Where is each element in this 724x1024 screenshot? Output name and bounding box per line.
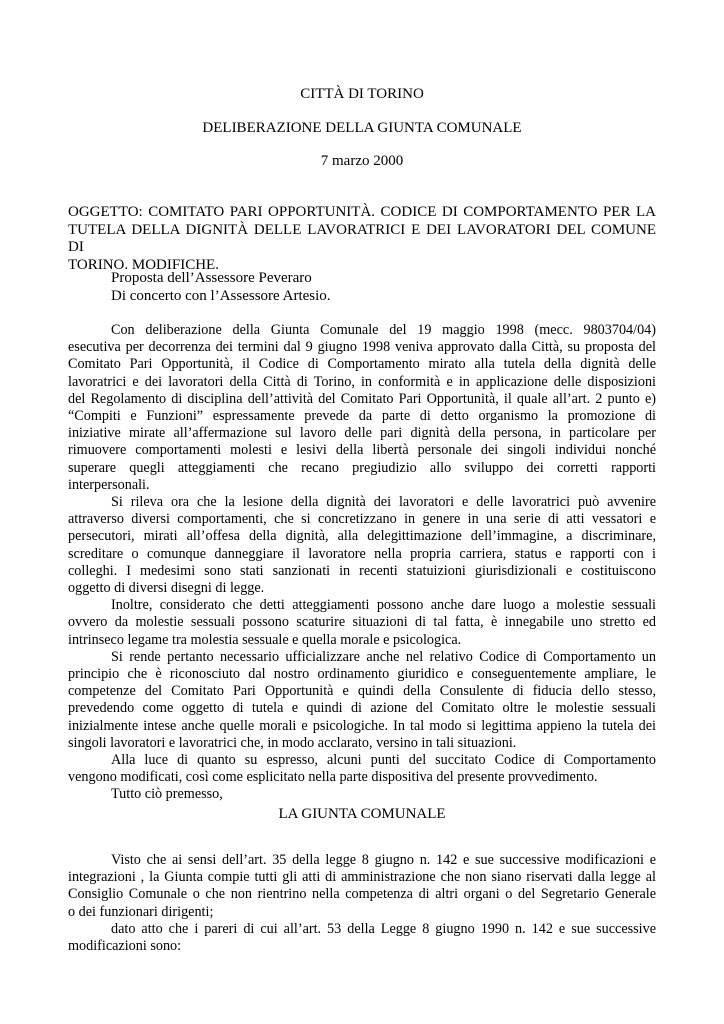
body-line: Tutto ciò premesso,: [111, 786, 223, 803]
subject-line: TORINO. MODIFICHE.: [68, 256, 219, 273]
city-heading: CITTÀ DI TORINO: [300, 86, 424, 102]
body-line: inizialmente intese anche quelle morali e psicologiche. In tal modo si legittima appieno la tutela dei: [68, 717, 656, 734]
premises-body: [68, 322, 656, 804]
subject-line: TUTELA DELLA DIGNITÀ DELLE LAVORATRICI E DEI LAVORATORI DEL COMUNE DI: [68, 221, 656, 255]
body-line: prevedendo come oggetto di tutela e quindi di azione del Comitato oltre le molestie sessuali: [68, 700, 656, 717]
body-line: Si rileva ora che la lesione della dignità dei lavoratori e delle lavoratrici può avvenire: [111, 494, 656, 511]
body-line: vengono modificati, così come esplicitato nella parte dispositiva del presente provvedimento.: [68, 769, 598, 786]
subject-line: OGGETTO: COMITATO PARI OPPORTUNITÀ. CODICE DI COMPORTAMENTO PER LA: [68, 204, 656, 220]
body-line: superare quegli atteggiamenti che recano pregiudizio allo sviluppo dei corretti rapporti: [68, 459, 656, 476]
body-line: principio che è riconosciuto dal nostro ordinamento giuridico e conseguentemente ampliare, le: [68, 666, 656, 683]
body-line: lavoratrici e dei lavoratori della Città di Torino, in conformità e in applicazione delle disposizioni: [68, 373, 656, 390]
body-line: colleghi. I medesimi sono stati sanzionati in recenti statuizioni giurisdizionali e costituiscono: [68, 562, 656, 579]
body-line: modificazioni sono:: [68, 938, 182, 955]
body-line: esecutiva per decorrenza dei termini dal 9 giugno 1998 veniva approvato dalla Città, su proposta del: [68, 339, 656, 356]
body-line: Inoltre, considerato che detti atteggiamenti possono anche dare luogo a molestie sessuali: [111, 597, 656, 614]
proposal-block: [111, 270, 656, 305]
body-line: del Regolamento di disciplina dell’attività del Comitato Pari Opportunità, il quale all’art. 2 punto e): [68, 390, 656, 407]
document-type-heading: DELIBERAZIONE DELLA GIUNTA COMUNALE: [202, 120, 522, 136]
resolution-body: [68, 852, 656, 955]
body-line: Visto che ai sensi dell’art. 35 della legge 8 giugno n. 142 e sue successive modificazioni e: [111, 852, 656, 868]
body-line: dato atto che i pareri di cui all’art. 53 della Legge 8 giugno 1990 n. 142 e sue successive: [111, 920, 656, 937]
body-line: Con deliberazione della Giunta Comunale del 19 maggio 1998 (mecc. 9803704/04): [111, 322, 656, 338]
subject-block: [68, 204, 656, 274]
body-line: oggetto di diversi disegni di legge.: [68, 580, 265, 597]
body-line: persecutori, mirati all’offesa della dignità, alla delegittimazione dell’immagine, a discriminare,: [68, 528, 656, 545]
proposal-assessor: Proposta dell’Assessore Peveraro: [111, 270, 312, 286]
body-line: singoli lavoratori e lavoratrici che, in modo acclarato, versino in tali situazioni.: [68, 734, 517, 751]
body-line: integrazioni , la Giunta compie tutti gli atti di amministrazione che non siano riservati dalla legge al: [68, 869, 656, 886]
body-line: ovvero da molestie sessuali possono scaturire situazioni di tal fatta, è innegabile uno stretto ed: [68, 614, 656, 631]
body-line: iniziative mirate all’affermazione sul lavoro delle pari dignità della persona, in particolare per: [68, 425, 656, 442]
body-line: “Compiti e Funzioni” espressamente prevede da parte di detto organismo la promozione di: [68, 408, 656, 425]
body-line: rimuovere comportamenti molesti e lesivi della libertà personale dei singoli individui nonché: [68, 442, 656, 459]
body-line: Comitato Pari Opportunità, il Codice di Comportamento mirato alla tutela della dignità delle: [68, 356, 656, 373]
body-line: attraverso diversi comportamenti, che si concretizzano in genere in una serie di atti vessatori e: [68, 511, 656, 528]
body-line: Consiglio Comunale o che non rientrino nella competenza di altri organi o del Segretario Generale: [68, 886, 656, 903]
body-line: Si rende pertanto necessario ufficializzare anche nel relativo Codice di Comportamento un: [111, 648, 656, 665]
body-line: interpersonali.: [68, 476, 150, 493]
document-date: 7 marzo 2000: [320, 153, 404, 169]
body-line: competenze del Comitato Pari Opportunità e quindi della Consulente di fiducia dello stesso,: [68, 683, 656, 700]
proposal-concert: Di concerto con l’Assessore Artesio.: [111, 287, 331, 304]
body-line: screditare o comunque danneggiare il lavoratore nella propria carriera, status e rapporti con i: [68, 545, 656, 562]
body-line: intrinseco legame tra molestia sessuale e quella morale e psicologica.: [68, 631, 462, 648]
section-title: LA GIUNTA COMUNALE: [278, 806, 446, 822]
body-line: o dei funzionari dirigenti;: [68, 903, 214, 920]
body-line: Alla luce di quanto su espresso, alcuni punti del succitato Codice di Comportamento: [111, 752, 656, 769]
